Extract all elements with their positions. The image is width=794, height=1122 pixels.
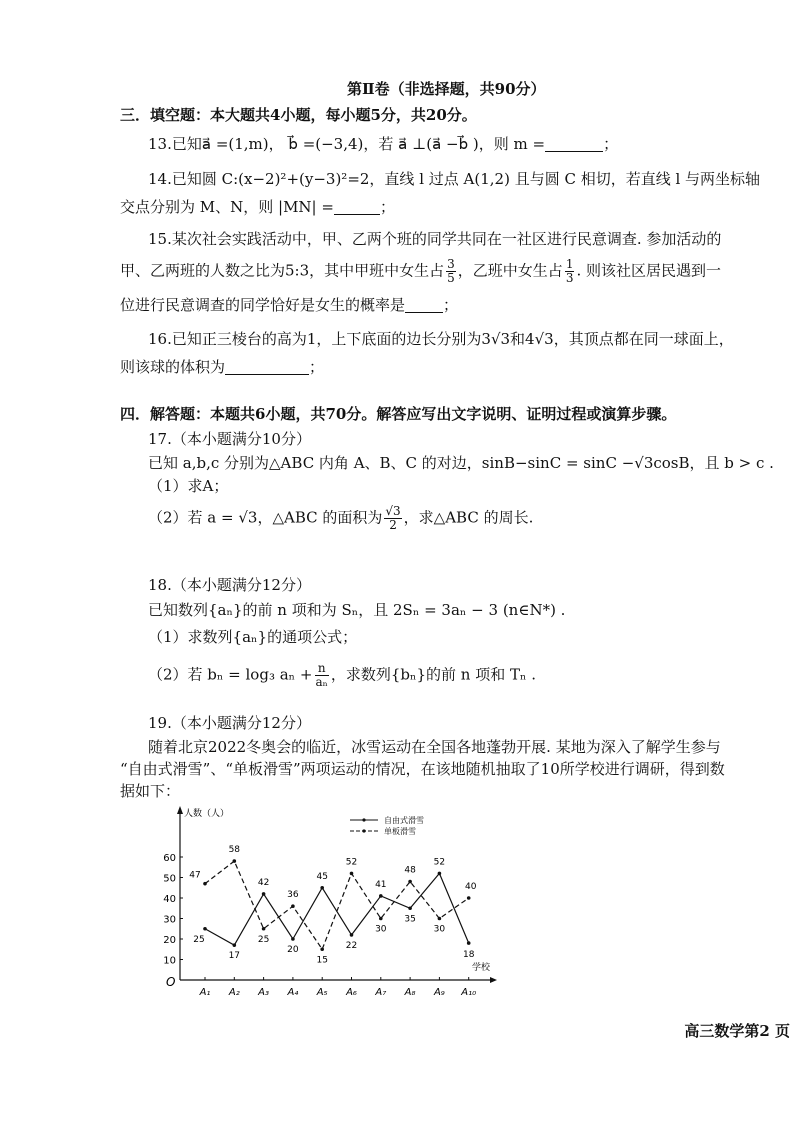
question-17-stem: 已知 a,b,c 分别为△ABC 内角 A、B、C 的对边，sinB−sinC = sinC −√3cosB，且 b > c .	[148, 454, 774, 472]
question-17-part1: （1）求A；	[148, 477, 229, 495]
data-point	[379, 917, 383, 921]
data-point	[467, 941, 471, 945]
data-point	[262, 892, 266, 896]
data-point	[262, 927, 266, 931]
fraction-n-an: $\frac{n}{\text{aₙ}}$	[315, 661, 328, 689]
x-tick-label: A₈	[404, 987, 416, 998]
y-tick-label: 30	[163, 914, 176, 926]
question-18-part1: （1）求数列{aₙ}的通项公式；	[148, 628, 358, 646]
page-footer: 高三数学第2 页	[684, 1022, 790, 1040]
legend-marker	[362, 829, 365, 832]
data-label: 41	[375, 879, 387, 890]
data-label: 40	[464, 882, 477, 892]
origin-label: O	[166, 975, 176, 989]
y-tick-label: 40	[163, 894, 176, 905]
question-19-line1: 随着北京2022冬奥会的临近，冰雪运动在全国各地蓬勃开展. 某地为深入了解学生参与	[148, 738, 721, 756]
answer-blank-15	[405, 296, 443, 313]
data-label: 45	[316, 871, 328, 882]
data-label: 18	[462, 950, 475, 961]
data-label: 58	[228, 845, 241, 856]
data-label: 20	[287, 945, 299, 955]
data-label: 35	[404, 914, 416, 925]
question-18-part2: （2）若 bₙ = log₃ aₙ + $\frac{n}{\text{aₙ}}$ ，求数列{bₙ}的前 n 项和 Tₙ .	[148, 661, 537, 689]
question-17-part2: （2）若 a = √3，△ABC 的面积为 $\frac{√3}{2}$ ，求△ABC 的周长.	[148, 504, 534, 532]
fraction-3-5: $\frac{3}{5}$	[447, 257, 455, 285]
answer-blank-13	[545, 135, 603, 152]
x-tick-label: A₇	[375, 987, 387, 998]
data-point	[233, 859, 237, 863]
y-tick-label: 60	[163, 853, 176, 864]
question-19-line3: 据如下：	[120, 782, 181, 800]
data-label: 48	[404, 865, 416, 876]
data-point	[438, 917, 442, 921]
data-point	[291, 904, 295, 908]
legend-marker	[362, 818, 365, 821]
data-point	[408, 880, 412, 884]
data-label: 52	[345, 857, 358, 868]
data-point	[350, 872, 354, 876]
x-tick-label: A₂	[228, 987, 240, 998]
question-15-line1: 15.某次社会实践活动中，甲、乙两个班的同学共同在一社区进行民意调查. 参加活动的	[148, 230, 722, 248]
question-15-line2: 甲、乙两班的人数之比为5:3，其中甲班中女生占 $\frac{3}{5}$ ，乙班中女生占 $\frac{1}{3}$ . 则该社区居民遇到一	[120, 257, 721, 285]
part3-heading: 三．填空题：本大题共4小题，每小题5分，共20分。	[120, 106, 477, 124]
x-axis-arrow	[490, 977, 497, 983]
data-point	[408, 906, 412, 910]
x-tick-label: A₆	[346, 987, 357, 998]
legend-entry: 自由式滑雪	[384, 816, 424, 825]
question-16-line1: 16.已知正三棱台的高为1，上下底面的边长分别为3√3和4√3，其顶点都在同一球面上，	[148, 330, 734, 348]
legend-entry: 单板滑雪	[384, 827, 416, 836]
answer-blank-14	[334, 198, 380, 215]
fraction-sqrt3-2: $\frac{√3}{2}$	[385, 504, 401, 532]
answer-blank-16	[225, 358, 309, 375]
data-point	[467, 896, 471, 900]
question-16-line2: 则该球的体积为 ；	[120, 358, 325, 376]
data-point	[379, 894, 383, 898]
x-tick-label: A₁₀	[461, 987, 477, 998]
question-15-line3: 位进行民意调查的同学恰好是女生的概率是 ；	[120, 296, 459, 314]
question-14-line2: 交点分别为 M、N，则 |MN| = ；	[120, 198, 395, 216]
y-axis-label: 人数（人）	[184, 809, 230, 819]
x-tick-label: A₅	[316, 987, 328, 998]
question-17-title: 17.（本小题满分10分）	[148, 430, 311, 448]
data-label: 25	[257, 934, 270, 945]
question-14-line1: 14.已知圆 C:(x−2)²+(y−3)²=2，直线 l 过点 A(1,2) 且与圆 C 相切，若直线 l 与两坐标轴	[148, 170, 761, 188]
x-axis-label: 学校	[472, 963, 491, 973]
data-point	[291, 937, 295, 941]
question-19-line2: “自由式滑雪”、“单板滑雪”两项运动的情况，在该地随机抽取了10所学校进行调研，得到数	[120, 760, 725, 778]
x-tick-label: A₃	[258, 987, 270, 998]
data-point	[320, 886, 324, 890]
series-freestyle-line	[205, 873, 469, 945]
question-18-title: 18.（本小题满分12分）	[148, 576, 311, 594]
question-19-title: 19.（本小题满分12分）	[148, 714, 311, 732]
data-label: 25	[193, 934, 205, 945]
question-18-stem: 已知数列{aₙ}的前 n 项和为 Sₙ，且 2Sₙ = 3aₙ − 3 (n∈N*) .	[148, 601, 566, 619]
data-label: 36	[287, 890, 299, 901]
data-point	[438, 872, 442, 876]
x-tick-label: A₉	[433, 987, 445, 998]
y-tick-label: 10	[163, 955, 176, 967]
data-point	[203, 927, 207, 931]
data-point	[233, 943, 237, 947]
data-point	[203, 882, 207, 886]
data-label: 22	[345, 940, 358, 951]
question-13: 13.已知a⃗ =(1,m)， b⃗ =(−3,4)，若 a⃗ ⊥(a⃗ −b⃗ )，则 m = ；	[148, 135, 619, 153]
data-label: 15	[316, 955, 328, 966]
school-ski-line-chart	[150, 800, 510, 1000]
data-label: 52	[433, 857, 446, 868]
data-label: 30	[375, 924, 387, 935]
fraction-1-3: $\frac{1}{3}$	[565, 257, 574, 285]
data-label: 42	[257, 877, 270, 888]
y-tick-label: 50	[163, 873, 176, 885]
data-label: 17	[228, 951, 241, 962]
part4-heading: 四．解答题：本题共6小题，共70分。解答应写出文字说明、证明过程或演算步骤。	[120, 405, 677, 423]
y-tick-label: 20	[163, 935, 176, 946]
data-point	[320, 947, 324, 951]
x-tick-label: A₁	[199, 987, 211, 998]
data-label: 47	[189, 870, 201, 881]
x-tick-label: A₄	[287, 987, 299, 998]
section-title: 第Ⅱ卷（非选择题，共90分）	[347, 80, 546, 98]
series-snowboard-line	[205, 861, 469, 949]
data-label: 30	[433, 924, 446, 935]
y-axis-arrow	[177, 806, 183, 814]
data-point	[350, 933, 354, 937]
